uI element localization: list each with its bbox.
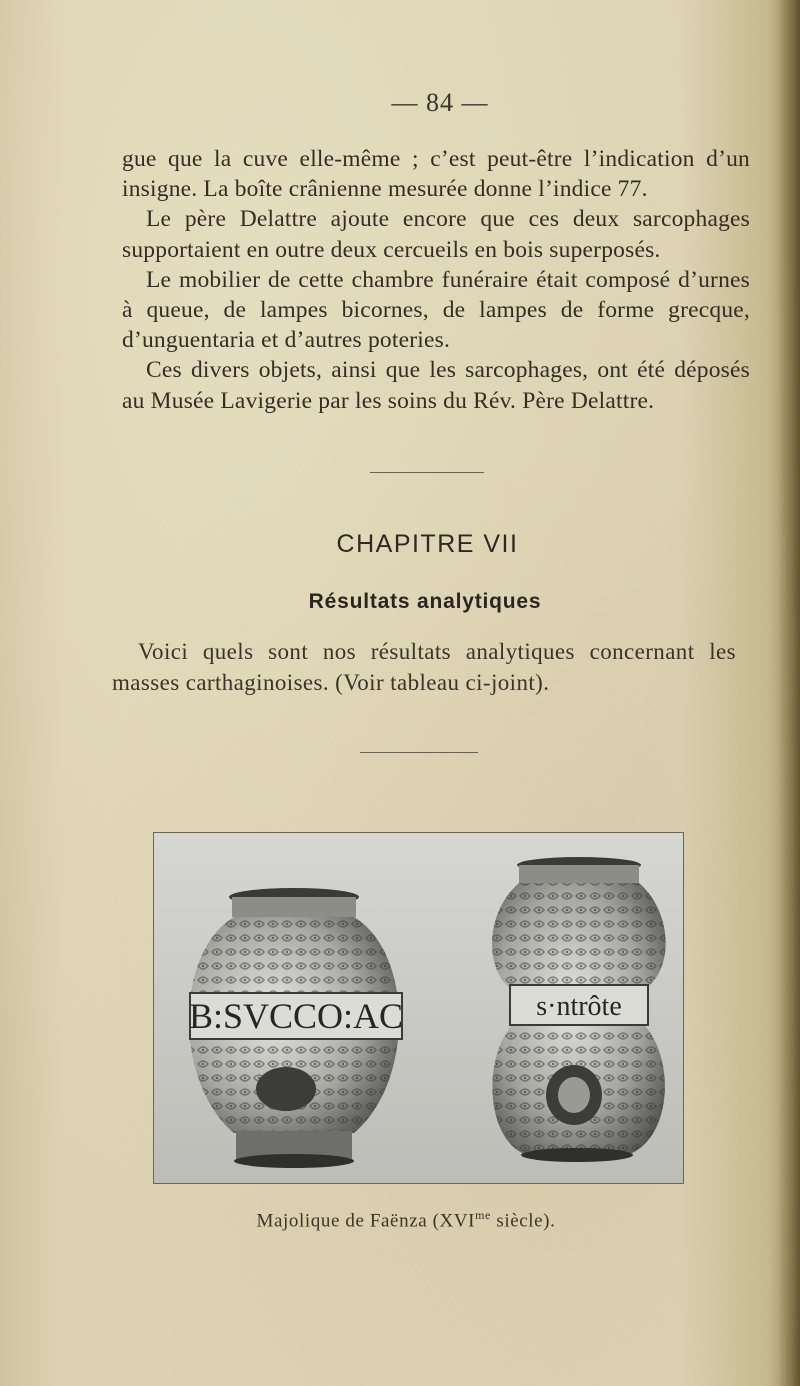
majolica-photograph [153, 832, 684, 1184]
right-jar-inscription: s·ntrôte [536, 991, 622, 1022]
caption-superscript: me [475, 1208, 491, 1222]
caption-text-end: siècle). [490, 1210, 556, 1232]
figure-caption [0, 1208, 800, 1232]
divider-rule-top [370, 472, 484, 473]
section-title: Résultats analytiques [308, 590, 542, 613]
body-text [122, 144, 750, 416]
caption-text: Majolique de Faënza (XVI [256, 1210, 476, 1232]
results-text [112, 636, 736, 698]
paragraph-continuation: gue que la cuve elle-même ; c’est peut-être l’indication d’un insigne. La boîte crânienne mesurée donne l’indice 77. [122, 146, 750, 203]
paragraph-results: Voici quels sont nos résultats analytiques concernant les masses carthaginoises. (Voir tableau ci-joint). [112, 639, 736, 695]
paragraph-delattre: Le père Delattre ajoute encore que ces deux sarcophages supportaient en outre deux cercueils en bois superposés. [122, 206, 750, 263]
right-jar [492, 857, 666, 1162]
divider-rule-bottom [360, 752, 478, 753]
page-edge-shadow [778, 0, 800, 1386]
paragraph-musee: Ces divers objets, ainsi que les sarcophages, ont été déposés au Musée Lavigerie par les soins du Rév. Père Delattre. [122, 357, 750, 414]
left-jar-inscription: B:SVCCO:AC [188, 996, 404, 1036]
chapter-heading: CHAPITRE VII [336, 530, 519, 558]
majolica-jars-image [154, 833, 683, 1183]
paragraph-mobilier: Le mobilier de cette chambre funéraire était composé d’urnes à queue, de lampes bicornes, de lampes de forme grecque, d’unguentaria et d’autres poteries. [122, 266, 750, 354]
page-number: — 84 — [391, 88, 489, 117]
